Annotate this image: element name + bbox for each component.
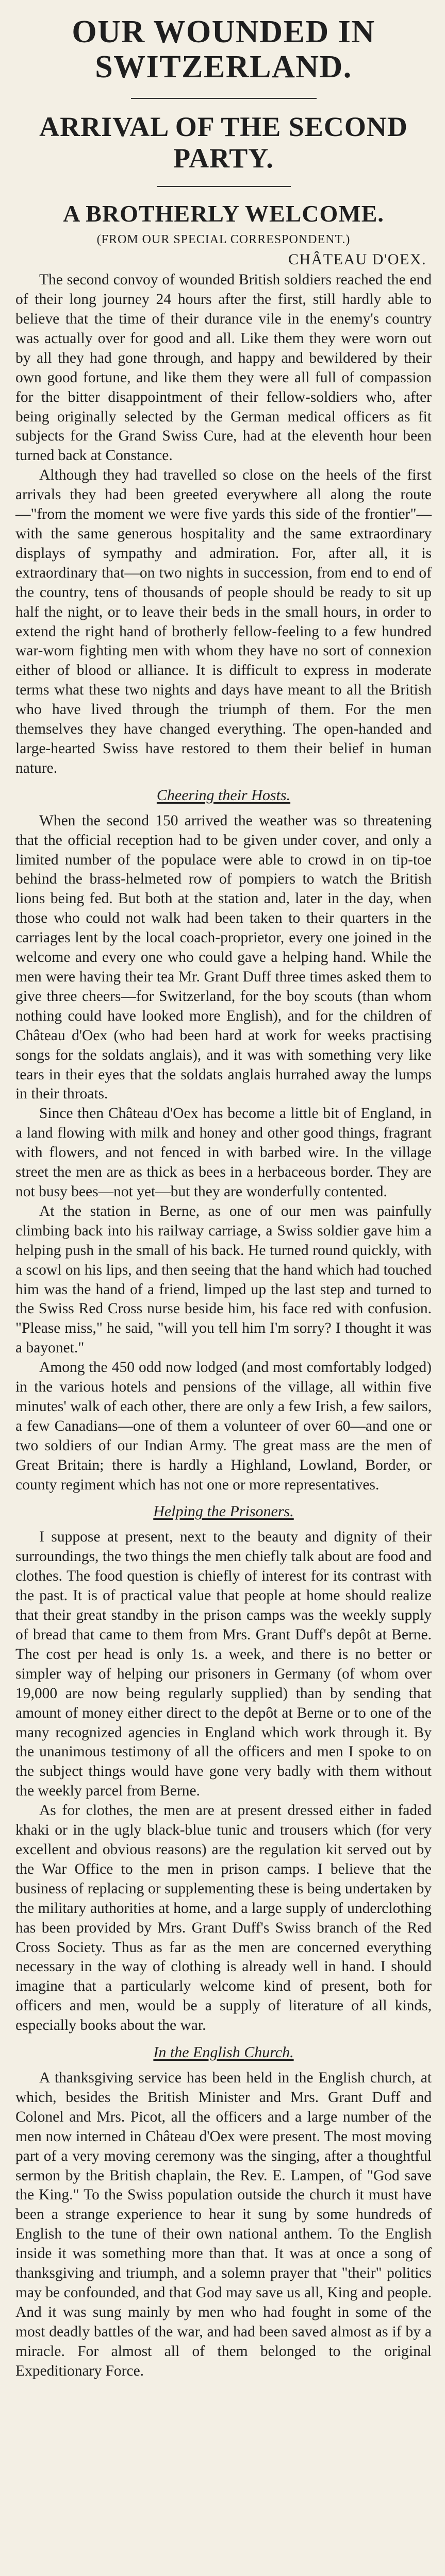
dateline: CHÂTEAU D'OEX. bbox=[288, 251, 426, 268]
paragraph: Since then Château d'Oex has become a little bit of England, in a land flowing with milk and honey and other good things, fragrant with flowers, and not fenced in with barbed wire. In the village street the men are as thick as bees in a herbaceous border. They are not busy bees—not yet—but they are wonderfully contented. bbox=[15, 1105, 432, 1200]
paragraph: The second convoy of wounded British soldiers reached the end of their long journey 24 hours after the first, still hardly able to believe that the time of their durance vile in the enemy's country was actually over for good and all. Like them they were worn out by all they had gone through, and happy and bewildered by their own good fortune, and like them they were all full of compassion for the bitter disappointment of their fellow-soldiers who, after being originally selected by the German medical officers as fit subjects for the Grand Swiss Cure, had at the eleventh hour been turned back at Constance. bbox=[15, 272, 432, 464]
byline: (FROM OUR SPECIAL CORRESPONDENT.) bbox=[96, 233, 351, 247]
paragraph: I suppose at present, next to the beauty and dignity of their surroundings, the two things the men chiefly talk about are food and clothes. The food question is chiefly of interest for its contrast with the past. It is of practical value that people at home should realize that their great standby in the prison camps was the weekly supply of bread that came to them from Mrs. Grant Duff's depôt at Berne. The cost per head is only 1s. a week, and there is no better or simpler way of helping our prisoners in Germany (of whom over 19,000 are now being regularly supplied) than by sending that amount of money either direct to the depôt at Berne or to one of the many recognized agencies in England which work through it. By the unanimous testimony of all the officers and men I spoke to on the subject things would have gone very badly with them without the weekly parcel from Berne. bbox=[15, 1529, 432, 1800]
section-heading: In the English Church. bbox=[153, 2044, 294, 2061]
section-heading: Cheering their Hosts. bbox=[156, 786, 291, 804]
subheadline: ARRIVAL OF THE SECOND PARTY. bbox=[39, 111, 408, 174]
paragraph: As for clothes, the men are at present dressed either in faded khaki or in the ugly black-blue tunic and trousers which (for very excellent and obvious reasons) are the regulation kit served out by the War Office to the men in prison camps. I believe that the business of replacing or supplementing these is being undertaken by the military authorities at home, and a large supply of underclothing has been provided by Mrs. Grant Duff's Swiss branch of the Red Cross Society. Thus as far as the men are concerned everything necessary in the way of clothing is already well in hand. I should imagine that a particularly welcome kind of present, both for officers and men, would be a supply of literature of all kinds, especially books about the war. bbox=[15, 1802, 432, 2034]
article-body bbox=[15, 270, 432, 2381]
paragraph: Although they had travelled so close on the heels of the first arrivals they had been greeted everywhere all along the route—"from the moment we were five yards this side of the frontier"—with the same generous hospitality and the same extraordinary displays of sympathy and admiration. For, after all, it is extraordinary that—on two nights in succession, from end to end of the country, tens of thousands of people should be ready to sit up half the night, or to leave their beds in the small hours, in order to extend the right hand of brotherly fellow-feeling to a few hundred war-worn fighting men with whom they have no sort of connexion either of blood or alliance. It is difficult to express in moderate terms what these two nights and days have meant to all the British who have lived through the triumph of them. For the men themselves they have changed everything. The open-handed and large-hearted Swiss have restored to them their belief in human nature. bbox=[15, 467, 432, 776]
secondary-headline: A BROTHERLY WELCOME. bbox=[63, 200, 384, 227]
divider bbox=[157, 186, 291, 187]
divider bbox=[131, 98, 317, 99]
paragraph: At the station in Berne, as one of our men was painfully climbing back into his railway carriage, a Swiss soldier gave him a helping push in the small of his back. He turned round quickly, with a scowl on his lips, and then seeing that the hand which had touched him was the hand of a friend, limped up the last step and turned to the Swiss Red Cross nurse beside him, his face red with confusion. "Please miss," he said, "will you tell him I'm sorry? I thought it was a bayonet." bbox=[15, 1202, 432, 1357]
section-heading: Helping the Prisoners. bbox=[153, 1503, 294, 1520]
paragraph: A thanksgiving service has been held in the English church, at which, besides the British Minister and Mrs. Grant Duff and Colonel and Mrs. Picot, all the officers and a large number of the men now interned in Château d'Oex were present. The most moving part of a very moving ceremony was the singing, after a thoughtful sermon by the British chaplain, the Rev. E. Lampen, of "God save the King." To the Swiss population outside the church it must have been a strange experience to hear it sung by some hundreds of English to the tune of their own national anthem. To the English inside it was something more than that. It was at once a song of thanksgiving and triumph, and a solemn prayer that "their" politics may be confounded, and that God may save us all, King and people. And it was sung mainly by men who had fought in some of the most deadly battles of the war, and had been saved almost as if by a miracle. For almost all of them belonged to the original Expeditionary Force. bbox=[15, 2070, 432, 2379]
paragraph: Among the 450 odd now lodged (and most comfortably lodged) in the various hotels and pensions of the village, all within five minutes' walk of each other, there are only a few Irish, a few sailors, a few Canadians—one of them a volunteer of over 60—and one or two soldiers of our Indian Army. The great mass are the men of Great Britain; there is hardly a Highland, Lowland, Border, or county regiment which has not one or more representatives. bbox=[15, 1359, 432, 1493]
headline: OUR WOUNDED IN SWITZERLAND. bbox=[72, 14, 375, 85]
paragraph: When the second 150 arrived the weather was so threatening that the official reception had to be given under cover, and only a limited number of the populace were able to crowd in on tip-toe behind the brass-helmeted row of pompiers to watch the British lions being fed. But both at the station and, later in the day, when those who could not walk had been taken to their quarters in the carriages lent by the local coach-proprietor, every one joined in the welcome and every one who could gave a helping hand. While the men were having their tea Mr. Grant Duff three times asked them to give three cheers—for Switzerland, for the boy scouts (than whom nothing could have looked more English), and for the children of Château d'Oex (who had been hard at work for weeks practising songs for the soldats anglais), and it was with something very like tears in their eyes that the soldats anglais hurrahed away the lumps in their throats. bbox=[15, 812, 432, 1103]
